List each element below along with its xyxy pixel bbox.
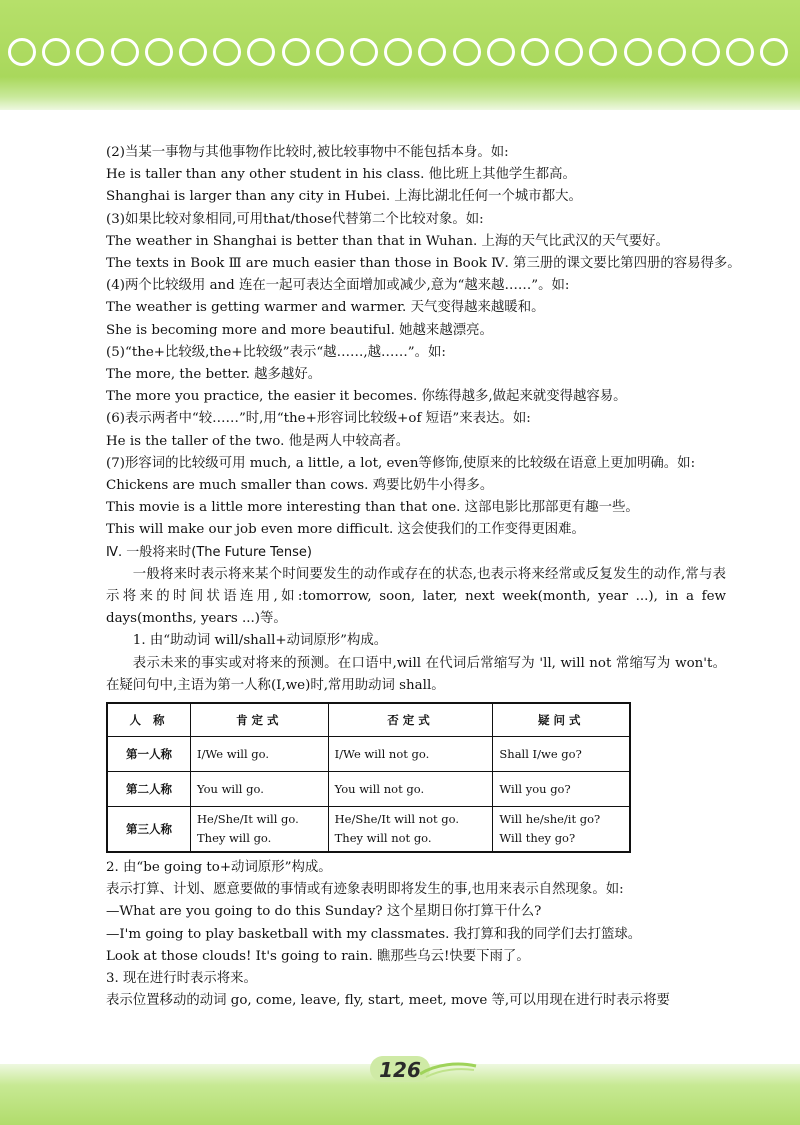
table-row	[107, 772, 630, 807]
text-line: 表示打算、计划、愿意要做的事情或有迹象表明即将发生的事,也用来表示自然现象。如:	[106, 882, 624, 898]
ring-icon	[624, 38, 652, 66]
page-number: 126	[379, 1058, 421, 1082]
text-line: —What are you going to do this Sunday? 这个星期日你打算干什么?	[106, 904, 542, 920]
table-cell-line: He/She/It will not go.	[334, 812, 460, 827]
table-cell-neg	[328, 772, 493, 807]
text-line: This movie is a little more interesting than that one. 这部电影比那部更有趣一些。	[106, 500, 639, 516]
future-tense-table	[106, 702, 631, 853]
table-cell-pos	[191, 807, 329, 853]
text-block-a	[106, 142, 741, 453]
table-cell-line: He/She/It will go.	[197, 812, 299, 827]
table-cell-line: You will not go.	[334, 782, 425, 797]
table-cell-line: Will he/she/it go?	[499, 812, 601, 827]
ring-row	[4, 38, 800, 78]
text-line: This will make our job even more difficult. 这会使我们的工作变得更困难。	[106, 522, 585, 538]
ring-icon	[555, 38, 583, 66]
point-1-title: 1. 由“助动词 will/shall+动词原形”构成。	[132, 633, 388, 649]
text-line: She is becoming more and more beautiful. 她越来越漂亮。	[106, 322, 493, 338]
table-cell-pos	[191, 737, 329, 772]
ring-icon	[76, 38, 104, 66]
text-line: 3. 现在进行时表示将来。	[106, 971, 257, 987]
ring-icon	[692, 38, 720, 66]
ring-icon	[316, 38, 344, 66]
table-cell-line: Shall I/we go?	[499, 747, 582, 762]
ring-icon	[247, 38, 275, 66]
ring-icon	[145, 38, 173, 66]
text-line: The more, the better. 越多越好。	[106, 367, 322, 383]
text-line: (5)“the+比较级,the+比较级”表示“越……,越……”。如:	[106, 344, 446, 360]
ring-icon	[521, 38, 549, 66]
text-line: Shanghai is larger than any city in Hubei. 上海比湖北任何一个城市都大。	[106, 189, 582, 205]
ring-icon	[453, 38, 481, 66]
table-header-row	[107, 703, 630, 737]
table-row	[107, 737, 630, 772]
text-line: (3)如果比较对象相同,可用that/those代替第二个比较对象。如:	[106, 211, 484, 227]
ring-icon	[760, 38, 788, 66]
ring-icon	[8, 38, 36, 66]
text-line: 表示位置移动的动词 go, come, leave, fly, start, meet, move 等,可以用现在进行时表示将要	[106, 993, 670, 1009]
ring-icon	[487, 38, 515, 66]
ring-icon	[213, 38, 241, 66]
table-cell-line: I/We will not go.	[334, 747, 430, 762]
section-intro: 一般将来时表示将来某个时间要发生的动作或存在的状态,也表示将来经常或反复发生的动作,常与表示将来的时间状语连用,如:tomorrow, soon, later, next week(month, year ...), in a few days(months, years ...)等。	[106, 566, 726, 627]
ring-icon	[350, 38, 378, 66]
text-block-b	[106, 475, 726, 542]
text-line: 2. 由“be going to+动词原形”构成。	[106, 860, 332, 876]
table-row	[107, 807, 630, 853]
text-line: He is taller than any other student in his class. 他比班上其他学生都高。	[106, 167, 576, 183]
text-line: The weather is getting warmer and warmer. 天气变得越来越暖和。	[106, 300, 545, 316]
table-wrap	[106, 702, 726, 853]
table-cell-line: You will go.	[197, 782, 264, 797]
table-cell-q	[493, 772, 630, 807]
header-interrogative: 疑问式	[493, 703, 630, 737]
point-1-desc: 表示未来的事实或对将来的预测。在口语中,will 在代词后常缩写为 'll, will not 常缩写为 won't。在疑问句中,主语为第一人称(I,we)时,常用助动词 shall。	[106, 655, 726, 693]
text-line: The texts in Book Ⅲ are much easier than those in Book Ⅳ. 第三册的课文要比第四册的容易得多。	[106, 256, 741, 272]
header-band	[0, 0, 800, 110]
paragraph-7: (7)形容词的比较级可用 much, a little, a lot, even等修饰,使原来的比较级在语意上更加明确。如:	[106, 455, 696, 471]
table-cell-line: I/We will go.	[197, 747, 270, 762]
text-line: The more you practice, the easier it becomes. 你练得越多,做起来就变得越容易。	[106, 389, 627, 405]
table-cell-neg	[328, 807, 493, 853]
swoosh-icon	[418, 1060, 478, 1080]
section-heading: Ⅳ. 一般将来时(The Future Tense)	[106, 544, 312, 560]
table-cell-q	[493, 807, 630, 853]
table-cell-line: They will go.	[197, 831, 272, 846]
ring-icon	[111, 38, 139, 66]
ring-icon	[658, 38, 686, 66]
ring-icon	[589, 38, 617, 66]
header-affirmative: 肯定式	[191, 703, 329, 737]
table-cell-line: They will not go.	[334, 831, 432, 846]
text-line: (4)两个比较级用 and 连在一起可表达全面增加或减少,意为“越来越……”。如:	[106, 278, 570, 294]
table-cell-pos	[191, 772, 329, 807]
text-line: He is the taller of the two. 他是两人中较高者。	[106, 433, 410, 449]
header-negative: 否定式	[328, 703, 493, 737]
table-cell-person: 第二人称	[107, 772, 191, 807]
text-line: (2)当某一事物与其他事物作比较时,被比较事物中不能包括本身。如:	[106, 145, 509, 160]
text-line: —I'm going to play basketball with my classmates. 我打算和我的同学们去打篮球。	[106, 926, 642, 942]
ring-icon	[282, 38, 310, 66]
ring-icon	[384, 38, 412, 66]
table-cell-line: Will you go?	[499, 782, 571, 797]
text-line: Chickens are much smaller than cows. 鸡要比奶牛小得多。	[106, 478, 494, 494]
ring-icon	[179, 38, 207, 66]
table-cell-person: 第三人称	[107, 807, 191, 853]
table-cell-person: 第一人称	[107, 737, 191, 772]
table-cell-line: Will they go?	[499, 831, 576, 846]
text-line: The weather in Shanghai is better than that in Wuhan. 上海的天气比武汉的天气要好。	[106, 233, 669, 249]
text-line: (6)表示两者中“较……”时,用“the+形容词比较级+of 短语”来表达。如:	[106, 411, 531, 427]
text-line: Look at those clouds! It's going to rain. 瞧那些乌云!快要下雨了。	[106, 948, 530, 964]
table-cell-neg	[328, 737, 493, 772]
header-person: 人 称	[107, 703, 191, 737]
ring-icon	[418, 38, 446, 66]
text-block-c	[106, 857, 726, 1012]
ring-icon	[726, 38, 754, 66]
ring-icon	[42, 38, 70, 66]
table-cell-q	[493, 737, 630, 772]
page-content	[106, 142, 741, 1013]
